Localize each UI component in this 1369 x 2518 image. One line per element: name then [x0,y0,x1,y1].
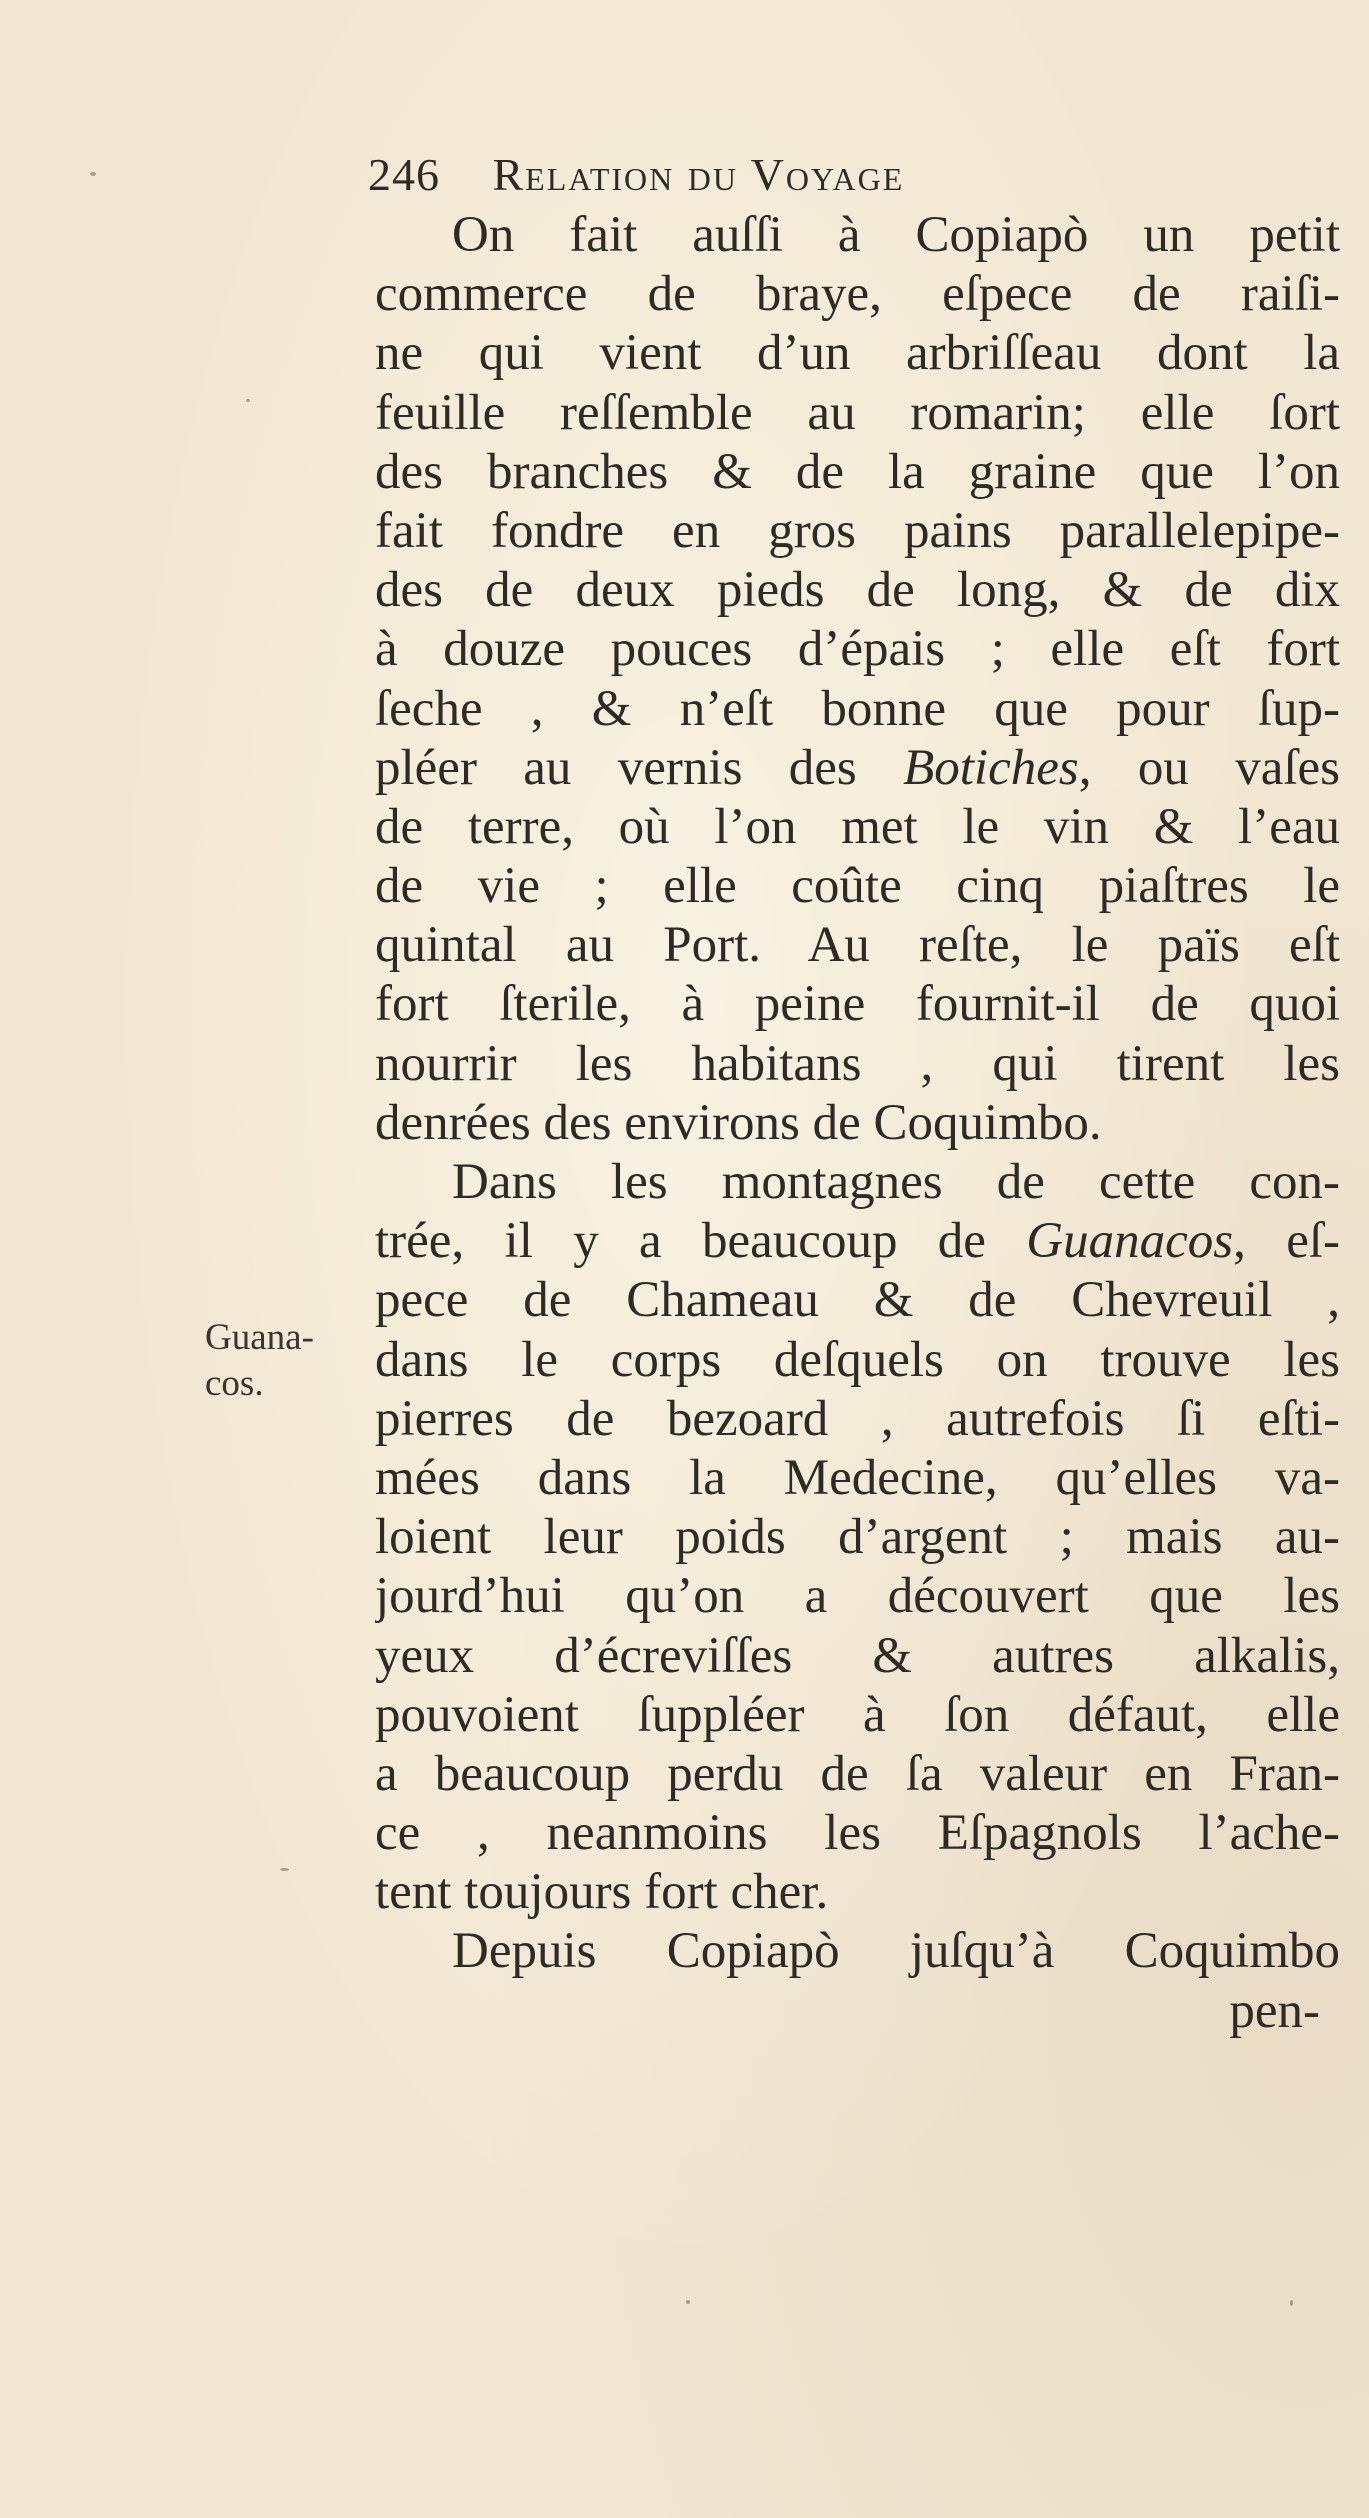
text-line: jourd’hui qu’on a découvert que les [375,1568,1340,1625]
text-line: Depuis Copiapò juſqu’à Coquimbo [452,1923,1340,1980]
text-line: pen- [1229,1982,1320,2039]
text-line [375,739,1340,798]
italic-term: Guanacos [1026,1213,1234,1270]
text-line: à douze pouces d’épais ; elle eſt fort [375,621,1340,678]
italic-term: Botiches [903,739,1079,796]
text-line: mées dans la Medecine, qu’elles va- [375,1449,1340,1506]
text-line: dans le corps deſquels on trouve les [375,1331,1340,1388]
text-line: feuille reſſemble au romarin; elle ſort [375,384,1340,441]
text-line: On fait auſſi à Copiapò un petit [452,207,1340,263]
text-line: a beaucoup perdu de ſa valeur en Fran- [375,1745,1340,1802]
paper-speck [246,399,250,402]
page-number: 246 [368,149,440,200]
text-segment: trée, il y a beaucoup de [375,1213,1027,1270]
paper-speck [90,172,96,176]
text-line: nourrir les habitans , qui tirent les [375,1035,1340,1092]
text-line: tent toujours fort cher. [375,1864,829,1921]
margin-note-line: Guana- [205,1317,314,1358]
text-line [375,1212,1340,1271]
text-line: ce , neanmoins les Eſpagnols l’ache- [375,1805,1340,1862]
text-line: loient leur poids d’argent ; mais au- [375,1509,1340,1566]
body-text [375,206,1340,2041]
text-line: ſeche , & n’eſt bonne que pour ſup- [375,680,1340,737]
text-line: Dans les montagnes de cette con- [452,1154,1340,1210]
text-line: des de deux pieds de long, & de dix [375,562,1340,619]
text-segment: , eſ- [1233,1213,1340,1270]
text-line: ne qui vient d’un arbriſſeau dont la [375,325,1340,382]
text-line: des branches & de la graine que l’on [375,443,1340,500]
margin-note-line: cos. [205,1363,264,1404]
text-line: quintal au Port. Au reſte, le païs eſt [375,917,1340,974]
paper-speck [280,1868,289,1871]
text-line: de terre, où l’on met le vin & l’eau [375,798,1340,855]
text-line: pierres de bezoard , autrefois ſi eſti- [375,1390,1340,1447]
text-line: pece de Chameau & de Chevreuil , [375,1272,1340,1329]
text-line: fait fondre en gros pains parallelepipe- [375,502,1340,559]
page-header [368,148,1338,208]
paper-speck [686,2300,690,2304]
text-segment: pléer au vernis des [375,739,904,796]
running-title: Relation du Voyage [492,149,905,200]
text-line: de vie ; elle coûte cinq piaſtres le [375,858,1340,915]
text-line: yeux d’écreviſſes & autres alkalis, [375,1627,1340,1684]
margin-note [205,1315,355,1407]
text-line: pouvoient ſuppléer à ſon défaut, elle [375,1686,1340,1743]
text-line: fort ſterile, à peine fournit-il de quoi [375,976,1340,1033]
paper-speck [1290,2300,1293,2306]
text-line: denrées des environs de Coquimbo. [375,1094,1102,1151]
text-segment: , ou vaſes [1078,739,1340,796]
text-line: commerce de braye, eſpece de raiſi- [375,266,1340,323]
